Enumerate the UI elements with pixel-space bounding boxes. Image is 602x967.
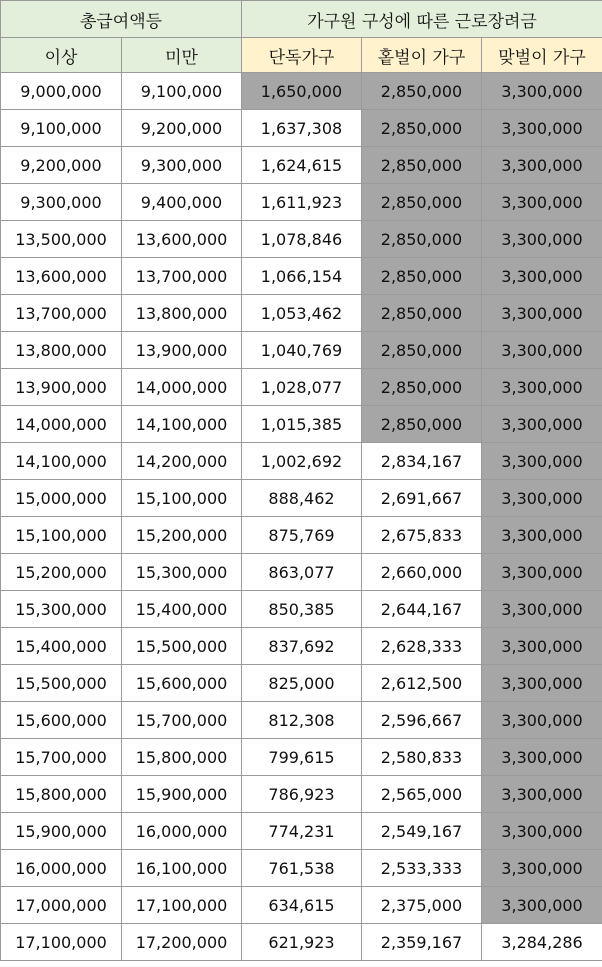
table-row — [1, 924, 602, 961]
cell-dual-earner: 3,300,000 — [482, 850, 602, 887]
table-row — [1, 628, 602, 665]
cell-single-earner: 2,580,833 — [362, 739, 482, 776]
cell-single: 1,624,615 — [242, 147, 362, 184]
table-row — [1, 554, 602, 591]
cell-min: 9,300,000 — [1, 184, 122, 221]
table-row — [1, 406, 602, 443]
table-row — [1, 517, 602, 554]
table-row — [1, 665, 602, 702]
cell-max: 15,900,000 — [122, 776, 242, 813]
table-row — [1, 147, 602, 184]
table-row — [1, 110, 602, 147]
cell-single: 850,385 — [242, 591, 362, 628]
cell-max: 9,200,000 — [122, 110, 242, 147]
cell-max: 13,600,000 — [122, 221, 242, 258]
table-row — [1, 221, 602, 258]
cell-dual-earner: 3,300,000 — [482, 517, 602, 554]
table-row — [1, 591, 602, 628]
cell-single: 1,650,000 — [242, 73, 362, 110]
cell-single-earner: 2,596,667 — [362, 702, 482, 739]
cell-min: 13,900,000 — [1, 369, 122, 406]
header-group-row — [1, 1, 602, 38]
cell-dual-earner: 3,300,000 — [482, 665, 602, 702]
cell-max: 13,800,000 — [122, 295, 242, 332]
cell-single-earner: 2,612,500 — [362, 665, 482, 702]
table-row — [1, 184, 602, 221]
cell-single-earner: 2,644,167 — [362, 591, 482, 628]
cell-single-earner: 2,850,000 — [362, 406, 482, 443]
cell-min: 13,600,000 — [1, 258, 122, 295]
cell-single: 837,692 — [242, 628, 362, 665]
cell-dual-earner: 3,300,000 — [482, 480, 602, 517]
cell-single: 634,615 — [242, 887, 362, 924]
cell-single: 761,538 — [242, 850, 362, 887]
cell-single-earner: 2,533,333 — [362, 850, 482, 887]
header-single-household: 단독가구 — [242, 38, 362, 73]
cell-dual-earner: 3,300,000 — [482, 406, 602, 443]
cell-single: 1,066,154 — [242, 258, 362, 295]
table-row — [1, 887, 602, 924]
header-max: 미만 — [122, 38, 242, 73]
cell-max: 15,800,000 — [122, 739, 242, 776]
cell-single: 1,002,692 — [242, 443, 362, 480]
cell-min: 15,100,000 — [1, 517, 122, 554]
cell-single-earner: 2,850,000 — [362, 73, 482, 110]
cell-dual-earner: 3,300,000 — [482, 702, 602, 739]
cell-min: 15,000,000 — [1, 480, 122, 517]
cell-max: 14,100,000 — [122, 406, 242, 443]
cell-min: 17,100,000 — [1, 924, 122, 961]
cell-min: 15,900,000 — [1, 813, 122, 850]
cell-single: 875,769 — [242, 517, 362, 554]
cell-min: 9,200,000 — [1, 147, 122, 184]
cell-single-earner: 2,850,000 — [362, 184, 482, 221]
cell-min: 9,000,000 — [1, 73, 122, 110]
cell-single-earner: 2,691,667 — [362, 480, 482, 517]
cell-min: 15,500,000 — [1, 665, 122, 702]
cell-single: 825,000 — [242, 665, 362, 702]
cell-single-earner: 2,359,167 — [362, 924, 482, 961]
cell-single-earner: 2,850,000 — [362, 147, 482, 184]
cell-max: 15,500,000 — [122, 628, 242, 665]
cell-max: 17,200,000 — [122, 924, 242, 961]
cell-dual-earner: 3,300,000 — [482, 332, 602, 369]
cell-single: 888,462 — [242, 480, 362, 517]
cell-single: 812,308 — [242, 702, 362, 739]
cell-single: 1,053,462 — [242, 295, 362, 332]
table-row — [1, 369, 602, 406]
cell-single-earner: 2,850,000 — [362, 332, 482, 369]
table-row — [1, 443, 602, 480]
cell-single: 1,611,923 — [242, 184, 362, 221]
table-row — [1, 850, 602, 887]
table-row — [1, 813, 602, 850]
cell-max: 13,700,000 — [122, 258, 242, 295]
cell-single-earner: 2,850,000 — [362, 110, 482, 147]
cell-single: 774,231 — [242, 813, 362, 850]
table-body — [1, 73, 602, 961]
cell-dual-earner: 3,300,000 — [482, 295, 602, 332]
cell-single: 863,077 — [242, 554, 362, 591]
cell-single-earner: 2,850,000 — [362, 295, 482, 332]
cell-min: 14,100,000 — [1, 443, 122, 480]
header-total-income: 총급여액등 — [1, 1, 242, 38]
cell-min: 14,000,000 — [1, 406, 122, 443]
cell-dual-earner: 3,300,000 — [482, 110, 602, 147]
cell-max: 16,000,000 — [122, 813, 242, 850]
cell-dual-earner: 3,300,000 — [482, 887, 602, 924]
cell-max: 15,300,000 — [122, 554, 242, 591]
cell-min: 13,800,000 — [1, 332, 122, 369]
cell-single: 799,615 — [242, 739, 362, 776]
cell-min: 15,700,000 — [1, 739, 122, 776]
cell-single: 786,923 — [242, 776, 362, 813]
header-dual-earner-household: 맞벌이 가구 — [482, 38, 602, 73]
cell-max: 15,600,000 — [122, 665, 242, 702]
cell-dual-earner: 3,300,000 — [482, 73, 602, 110]
cell-max: 15,100,000 — [122, 480, 242, 517]
cell-max: 14,000,000 — [122, 369, 242, 406]
cell-single-earner: 2,850,000 — [362, 369, 482, 406]
cell-max: 15,200,000 — [122, 517, 242, 554]
cell-single: 1,078,846 — [242, 221, 362, 258]
cell-min: 17,000,000 — [1, 887, 122, 924]
header-single-earner-household: 홑벌이 가구 — [362, 38, 482, 73]
table-row — [1, 258, 602, 295]
cell-single: 1,637,308 — [242, 110, 362, 147]
cell-min: 15,400,000 — [1, 628, 122, 665]
cell-single: 621,923 — [242, 924, 362, 961]
table-row — [1, 739, 602, 776]
cell-min: 13,700,000 — [1, 295, 122, 332]
cell-dual-earner: 3,300,000 — [482, 813, 602, 850]
header-column-row — [1, 38, 602, 73]
cell-min: 15,800,000 — [1, 776, 122, 813]
cell-max: 15,700,000 — [122, 702, 242, 739]
cell-single-earner: 2,850,000 — [362, 221, 482, 258]
cell-min: 15,600,000 — [1, 702, 122, 739]
cell-single-earner: 2,660,000 — [362, 554, 482, 591]
cell-single-earner: 2,834,167 — [362, 443, 482, 480]
cell-max: 16,100,000 — [122, 850, 242, 887]
cell-max: 9,100,000 — [122, 73, 242, 110]
cell-max: 15,400,000 — [122, 591, 242, 628]
cell-single-earner: 2,675,833 — [362, 517, 482, 554]
cell-single: 1,040,769 — [242, 332, 362, 369]
cell-min: 15,200,000 — [1, 554, 122, 591]
cell-max: 13,900,000 — [122, 332, 242, 369]
cell-dual-earner: 3,300,000 — [482, 628, 602, 665]
cell-max: 9,300,000 — [122, 147, 242, 184]
table-row — [1, 702, 602, 739]
cell-dual-earner: 3,300,000 — [482, 443, 602, 480]
cell-max: 14,200,000 — [122, 443, 242, 480]
cell-single-earner: 2,628,333 — [362, 628, 482, 665]
cell-dual-earner: 3,300,000 — [482, 184, 602, 221]
cell-dual-earner: 3,300,000 — [482, 369, 602, 406]
cell-dual-earner: 3,300,000 — [482, 591, 602, 628]
table-row — [1, 776, 602, 813]
table-row — [1, 480, 602, 517]
header-min: 이상 — [1, 38, 122, 73]
cell-max: 17,100,000 — [122, 887, 242, 924]
header-work-incentive: 가구원 구성에 따른 근로장려금 — [242, 1, 602, 38]
cell-single-earner: 2,549,167 — [362, 813, 482, 850]
cell-dual-earner: 3,300,000 — [482, 776, 602, 813]
cell-dual-earner: 3,300,000 — [482, 258, 602, 295]
cell-dual-earner: 3,300,000 — [482, 221, 602, 258]
cell-dual-earner: 3,300,000 — [482, 147, 602, 184]
cell-max: 9,400,000 — [122, 184, 242, 221]
cell-dual-earner: 3,300,000 — [482, 554, 602, 591]
table-row — [1, 73, 602, 110]
cell-single-earner: 2,565,000 — [362, 776, 482, 813]
table-row — [1, 295, 602, 332]
cell-min: 9,100,000 — [1, 110, 122, 147]
cell-dual-earner: 3,284,286 — [482, 924, 602, 961]
cell-single: 1,015,385 — [242, 406, 362, 443]
cell-min: 15,300,000 — [1, 591, 122, 628]
table-row — [1, 332, 602, 369]
cell-min: 16,000,000 — [1, 850, 122, 887]
cell-single: 1,028,077 — [242, 369, 362, 406]
cell-single-earner: 2,850,000 — [362, 258, 482, 295]
cell-min: 13,500,000 — [1, 221, 122, 258]
cell-dual-earner: 3,300,000 — [482, 739, 602, 776]
cell-single-earner: 2,375,000 — [362, 887, 482, 924]
